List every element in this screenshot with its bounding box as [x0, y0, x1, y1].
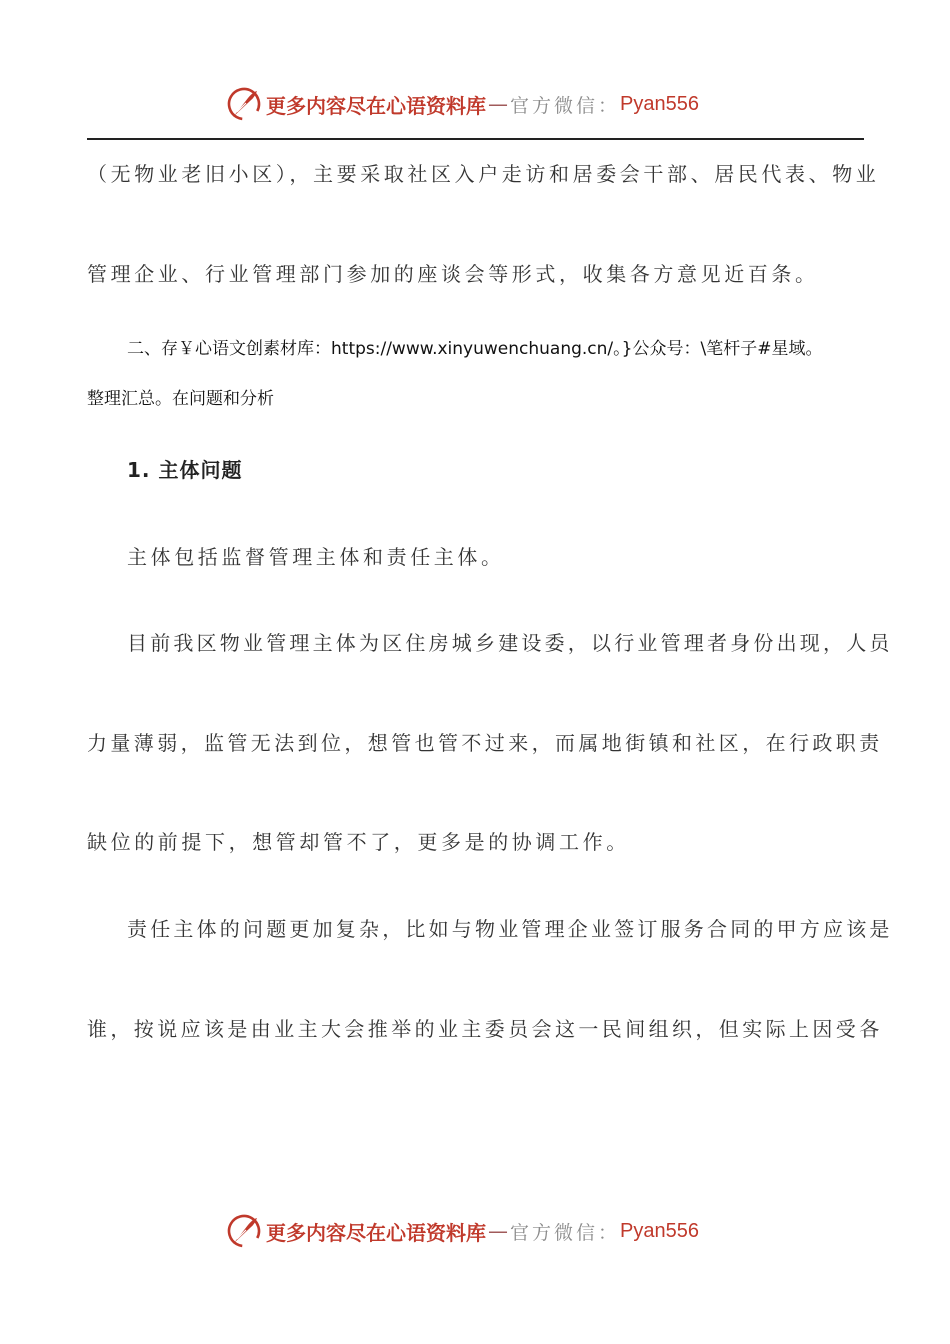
paragraph-line: 整理汇总。在问题和分析	[87, 389, 274, 409]
header-site-name: 更多内容尽在心语资料库	[266, 93, 486, 118]
header-divider	[87, 138, 864, 140]
paragraph-line: （无物业老旧小区），主要采取社区入户走访和居委会干部、居民代表、物业	[87, 162, 880, 186]
section-heading: 1. 主体问题	[127, 458, 243, 482]
footer-wechat-label: 官方微信：	[510, 1221, 621, 1244]
header-wechat-label: 官方微信：	[510, 94, 621, 117]
paragraph-line: 目前我区物业管理主体为区住房城乡建设委，以行业管理者身份出现，人员	[127, 631, 893, 655]
paragraph-line: 责任主体的问题更加复杂，比如与物业管理企业签订服务合同的甲方应该是	[127, 917, 893, 941]
footer-wechat-id: Pyan556	[620, 1219, 699, 1242]
header-wechat-id: Pyan556	[620, 92, 699, 115]
paragraph-line: 缺位的前提下，想管却管不了，更多是的协调工作。	[87, 830, 630, 854]
paragraph-line: 二、存￥心语文创素材库：https://www.xinyuwenchuang.cn/。}公众号：\笔杆子#星域。	[127, 339, 823, 359]
header-dash: —	[488, 92, 508, 116]
quill-pen-icon	[226, 86, 262, 122]
page-header	[0, 82, 950, 126]
footer-site-name: 更多内容尽在心语资料库	[266, 1220, 486, 1245]
page-footer	[0, 1209, 950, 1253]
paragraph-line: 力量薄弱，监管无法到位，想管也管不过来，而属地街镇和社区，在行政职责	[87, 731, 883, 755]
quill-pen-icon	[226, 1213, 262, 1249]
footer-dash: —	[488, 1219, 508, 1243]
paragraph-line: 管理企业、行业管理部门参加的座谈会等形式，收集各方意见近百条。	[87, 262, 819, 286]
paragraph-line: 主体包括监督管理主体和责任主体。	[127, 545, 505, 569]
paragraph-line: 谁，按说应该是由业主大会推举的业主委员会这一民间组织，但实际上因受各	[87, 1017, 883, 1041]
